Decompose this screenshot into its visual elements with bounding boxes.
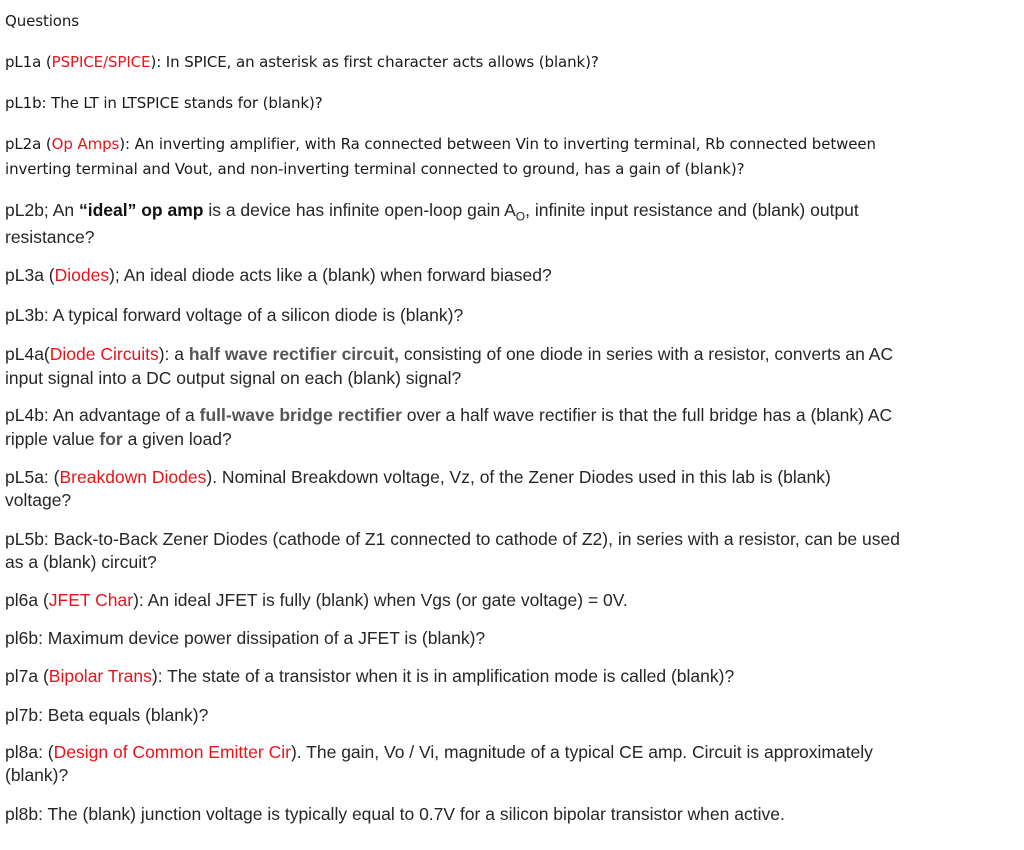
question-pl3b: pL3b: A typical forward voltage of a silicon diode is (blank)? bbox=[5, 305, 464, 325]
question-pl1a: pL1a (PSPICE/SPICE): In SPICE, an asterisk as first character acts allows (blank)? bbox=[5, 53, 599, 71]
question-pl7a: pl7a (Bipolar Trans): The state of a transistor when it is in amplification mode is called (blank)? bbox=[5, 666, 735, 686]
question-pl5b: pL5b: Back-to-Back Zener Diodes (cathode of Z1 connected to cathode of Z2), in series with a resistor, can be used bbox=[5, 529, 900, 549]
topic-label: Diodes bbox=[54, 265, 110, 285]
emphasis-text: for bbox=[99, 429, 123, 449]
page-title: Questions bbox=[5, 12, 80, 30]
question-pl2b: pL2b; An “ideal” op amp is a device has infinite open-loop gain $A_O$, infinite input resistance and (blank) output bbox=[5, 200, 859, 224]
topic-label: Bipolar Trans bbox=[48, 666, 152, 686]
emphasis-text: full-wave bridge rectifier bbox=[199, 405, 402, 425]
question-pl6a: pl6a (JFET Char): An ideal JFET is fully (blank) when Vgs (or gate voltage) = 0V. bbox=[5, 590, 628, 610]
question-pl8a-line2: (blank)? bbox=[5, 765, 69, 785]
topic-label: Op Amps bbox=[51, 135, 120, 153]
question-pl4a-line2: input signal into a DC output signal on each (blank) signal? bbox=[5, 368, 462, 388]
question-pl2b-line2: resistance? bbox=[5, 227, 95, 247]
question-pl4a: pL4a(Diode Circuits): a half wave rectifier circuit, consisting of one diode in series with a resistor, converts an AC bbox=[5, 344, 894, 364]
topic-label: Design of Common Emitter Cir bbox=[53, 742, 291, 762]
question-pl2a-line2: inverting terminal and Vout, and non-inverting terminal connected to ground, has a gain of (blank)? bbox=[5, 160, 745, 178]
topic-label: JFET Char bbox=[48, 590, 134, 610]
question-pl6b: pl6b: Maximum device power dissipation of a JFET is (blank)? bbox=[5, 628, 486, 648]
question-pl5a: pL5a: (Breakdown Diodes). Nominal Breakdown voltage, Vz, of the Zener Diodes used in this lab is (blank) bbox=[5, 467, 831, 487]
topic-label: Diode Circuits bbox=[49, 344, 159, 364]
question-pl4b-line2: ripple value for a given load? bbox=[5, 429, 232, 449]
question-pl4b: pL4b: An advantage of a full-wave bridge rectifier over a half wave rectifier is that the full bridge has a (blank) AC bbox=[5, 405, 893, 425]
question-pl8a: pl8a: (Design of Common Emitter Cir). The gain, Vo / Vi, magnitude of a typical CE amp. Circuit is approximately bbox=[5, 742, 873, 762]
emphasis-text: “ideal” bbox=[78, 200, 137, 220]
topic-label: PSPICE/SPICE bbox=[51, 53, 151, 71]
question-pl3a: pL3a (Diodes); An ideal diode acts like a (blank) when forward biased? bbox=[5, 265, 552, 285]
question-pl7b: pl7b: Beta equals (blank)? bbox=[5, 705, 209, 725]
emphasis-text: half wave rectifier circuit, bbox=[188, 344, 399, 364]
question-pl1b: pL1b: The LT in LTSPICE stands for (blank)? bbox=[5, 94, 323, 112]
question-pl5a-line2: voltage? bbox=[5, 490, 72, 510]
question-pl2a: pL2a (Op Amps): An inverting amplifier, with Ra connected between Vin to inverting terminal, Rb connected between bbox=[5, 135, 876, 153]
question-pl5b-line2: as a (blank) circuit? bbox=[5, 552, 157, 572]
subscript-o: O bbox=[515, 209, 526, 224]
emphasis-text: op amp bbox=[141, 200, 204, 220]
question-pl8b: pl8b: The (blank) junction voltage is typically equal to 0.7V for a silicon bipolar transistor when active. bbox=[5, 804, 785, 824]
topic-label: Breakdown Diodes bbox=[59, 467, 207, 487]
